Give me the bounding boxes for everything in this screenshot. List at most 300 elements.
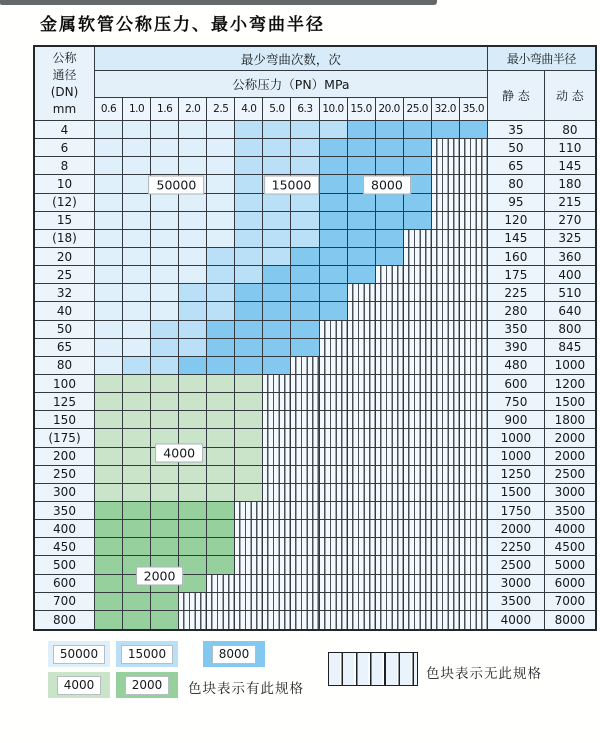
spec-cell <box>179 121 207 139</box>
spec-cell <box>123 302 151 320</box>
spec-cell <box>460 248 488 266</box>
spec-cell <box>235 593 263 611</box>
spec-cell <box>263 157 291 175</box>
spec-cell <box>432 157 460 175</box>
spec-cell <box>123 484 151 502</box>
dn-value: (175) <box>35 429 95 447</box>
spec-cell <box>179 611 207 629</box>
static-radius-value: 280 <box>488 302 545 320</box>
spec-cell <box>320 339 348 357</box>
static-radius-value: 3000 <box>488 575 545 593</box>
spec-cell <box>291 194 319 212</box>
spec-cell <box>320 393 348 411</box>
spec-cell <box>291 448 319 466</box>
dn-value: 15 <box>35 212 95 230</box>
spec-cell <box>95 212 123 230</box>
spec-cell <box>376 266 404 284</box>
static-radius-value: 175 <box>488 266 545 284</box>
spec-cell <box>95 393 123 411</box>
dynamic-radius-value: 80 <box>545 121 595 139</box>
spec-cell <box>432 520 460 538</box>
spec-cell <box>291 502 319 520</box>
spec-cell <box>123 248 151 266</box>
spec-cell <box>460 212 488 230</box>
spec-cell <box>151 375 179 393</box>
spec-cell <box>207 321 235 339</box>
pressure-col-header: 10.0 <box>320 98 348 121</box>
spec-cell <box>95 575 123 593</box>
spec-cell <box>123 194 151 212</box>
spec-cell <box>263 502 291 520</box>
spec-cell <box>291 375 319 393</box>
spec-cell <box>460 175 488 193</box>
spec-cell <box>207 502 235 520</box>
spec-cell <box>235 266 263 284</box>
spec-cell <box>179 593 207 611</box>
spec-cell <box>179 194 207 212</box>
dn-value: 40 <box>35 302 95 320</box>
dynamic-radius-value: 3000 <box>545 484 595 502</box>
spec-cell <box>404 484 432 502</box>
spec-cell <box>151 139 179 157</box>
spec-cell <box>291 212 319 230</box>
spec-cell <box>404 339 432 357</box>
static-radius-value: 750 <box>488 393 545 411</box>
static-radius-value: 3500 <box>488 593 545 611</box>
spec-cell <box>460 593 488 611</box>
spec-cell <box>376 194 404 212</box>
spec-cell <box>432 266 460 284</box>
spec-cell <box>460 429 488 447</box>
spec-cell <box>376 321 404 339</box>
pressure-col-header: 35.0 <box>460 98 488 121</box>
spec-cell <box>404 611 432 629</box>
static-radius-value: 35 <box>488 121 545 139</box>
spec-cell <box>235 611 263 629</box>
dynamic-radius-value: 1200 <box>545 375 595 393</box>
pressure-col-header: 5.0 <box>263 98 291 121</box>
spec-cell <box>348 593 376 611</box>
spec-cell <box>404 302 432 320</box>
spec-cell <box>348 538 376 556</box>
spec-cell <box>207 575 235 593</box>
dn-value: 4 <box>35 121 95 139</box>
spec-cell <box>207 429 235 447</box>
pressure-col-header: 2.5 <box>207 98 235 121</box>
spec-cell <box>179 157 207 175</box>
dynamic-radius-value: 2500 <box>545 466 595 484</box>
spec-cell <box>432 484 460 502</box>
dynamic-radius-value: 180 <box>545 175 595 193</box>
spec-cell <box>179 357 207 375</box>
spec-cell <box>432 502 460 520</box>
dn-value: 50 <box>35 321 95 339</box>
dn-value: 400 <box>35 520 95 538</box>
static-radius-value: 160 <box>488 248 545 266</box>
spec-cell <box>263 611 291 629</box>
spec-cell <box>207 538 235 556</box>
dynamic-radius-value: 7000 <box>545 593 595 611</box>
spec-cell <box>320 538 348 556</box>
spec-cell <box>376 284 404 302</box>
legend-no-spec-label: 色块表示无此规格 <box>426 666 542 682</box>
spec-cell <box>404 502 432 520</box>
spec-cell <box>151 284 179 302</box>
spec-cell <box>348 575 376 593</box>
spec-cell <box>263 575 291 593</box>
spec-cell <box>432 121 460 139</box>
spec-cell <box>291 575 319 593</box>
spec-cell <box>179 375 207 393</box>
spec-cell <box>95 139 123 157</box>
spec-cell <box>235 230 263 248</box>
spec-cell <box>151 248 179 266</box>
spec-cell <box>263 284 291 302</box>
spec-cell <box>151 121 179 139</box>
spec-cell <box>263 194 291 212</box>
spec-cell <box>263 556 291 574</box>
legend-swatch-value: 2000 <box>125 676 170 695</box>
spec-cell <box>123 593 151 611</box>
spec-cell <box>376 393 404 411</box>
pressure-col-header: 0.6 <box>95 98 123 121</box>
spec-cell <box>123 393 151 411</box>
spec-cell <box>348 448 376 466</box>
dynamic-radius-value: 325 <box>545 230 595 248</box>
dn-value: 500 <box>35 556 95 574</box>
spec-cell <box>460 502 488 520</box>
static-radius-value: 2000 <box>488 520 545 538</box>
static-radius-value: 65 <box>488 157 545 175</box>
spec-cell <box>151 538 179 556</box>
spec-cell <box>348 520 376 538</box>
dn-value: 800 <box>35 611 95 629</box>
spec-cell <box>348 375 376 393</box>
legend-swatch-50000 <box>48 641 110 667</box>
spec-cell <box>179 393 207 411</box>
spec-cell <box>263 321 291 339</box>
spec-cell <box>460 139 488 157</box>
scan-edge-artifact <box>0 0 437 5</box>
spec-cell <box>179 284 207 302</box>
spec-cell <box>207 212 235 230</box>
spec-cell <box>320 502 348 520</box>
spec-cell <box>404 411 432 429</box>
spec-cell <box>320 139 348 157</box>
spec-cell <box>263 429 291 447</box>
spec-cell <box>348 266 376 284</box>
spec-cell <box>291 466 319 484</box>
spec-cell <box>320 611 348 629</box>
spec-cell <box>95 466 123 484</box>
spec-cell <box>151 339 179 357</box>
spec-cell <box>95 484 123 502</box>
legend-swatch-value: 4000 <box>57 676 102 695</box>
spec-cell <box>123 466 151 484</box>
spec-cell <box>123 375 151 393</box>
spec-cell <box>376 375 404 393</box>
spec-cell <box>263 520 291 538</box>
spec-cell <box>291 429 319 447</box>
spec-cell <box>235 339 263 357</box>
static-radius-value: 900 <box>488 411 545 429</box>
spec-cell <box>460 284 488 302</box>
dn-value: 700 <box>35 593 95 611</box>
pressure-col-header: 20.0 <box>376 98 404 121</box>
spec-cell <box>235 321 263 339</box>
spec-cell <box>376 448 404 466</box>
spec-cell <box>235 212 263 230</box>
spec-cell <box>404 194 432 212</box>
dynamic-radius-value: 215 <box>545 194 595 212</box>
spec-cell <box>179 484 207 502</box>
static-radius-value: 1000 <box>488 448 545 466</box>
spec-cell <box>179 502 207 520</box>
spec-cell <box>207 284 235 302</box>
spec-cell <box>348 502 376 520</box>
spec-cell <box>376 484 404 502</box>
spec-cell <box>348 194 376 212</box>
spec-cell <box>95 284 123 302</box>
spec-cell <box>123 175 151 193</box>
spec-cell <box>432 248 460 266</box>
spec-cell <box>320 194 348 212</box>
spec-cell <box>320 429 348 447</box>
pressure-col-header: 4.0 <box>235 98 263 121</box>
spec-cell <box>460 538 488 556</box>
dn-value: 250 <box>35 466 95 484</box>
dn-header-line: (DN) <box>50 84 79 99</box>
spec-cell <box>207 194 235 212</box>
spec-cell <box>151 502 179 520</box>
spec-cell <box>235 538 263 556</box>
spec-cell <box>404 139 432 157</box>
spec-cell <box>320 175 348 193</box>
pressure-header: 公称压力（PN）MPa <box>95 71 488 98</box>
spec-cell <box>376 157 404 175</box>
legend-swatch-4000 <box>48 672 110 698</box>
spec-cell <box>95 357 123 375</box>
dn-header-line: 通径 <box>52 67 77 82</box>
spec-cell <box>376 357 404 375</box>
spec-cell <box>404 593 432 611</box>
spec-cell <box>291 139 319 157</box>
spec-cell <box>376 556 404 574</box>
spec-cell <box>95 429 123 447</box>
region-label-8000: 8000 <box>363 175 411 194</box>
spec-cell <box>404 429 432 447</box>
dn-value: 65 <box>35 339 95 357</box>
legend-swatch-8000 <box>203 641 265 667</box>
spec-cell <box>151 230 179 248</box>
spec-cell <box>235 484 263 502</box>
spec-cell <box>207 393 235 411</box>
spec-cell <box>235 466 263 484</box>
spec-cell <box>207 248 235 266</box>
dn-value: 125 <box>35 393 95 411</box>
dynamic-radius-value: 6000 <box>545 575 595 593</box>
dynamic-radius-value: 5000 <box>545 556 595 574</box>
spec-cell <box>95 266 123 284</box>
spec-cell <box>291 611 319 629</box>
spec-cell <box>235 139 263 157</box>
spec-cell <box>291 484 319 502</box>
spec-cell <box>460 357 488 375</box>
dynamic-radius-value: 145 <box>545 157 595 175</box>
spec-cell <box>207 375 235 393</box>
spec-cell <box>376 466 404 484</box>
spec-cell <box>320 411 348 429</box>
spec-cell <box>376 502 404 520</box>
dn-value: 10 <box>35 175 95 193</box>
dynamic-radius-value: 400 <box>545 266 595 284</box>
spec-cell <box>348 339 376 357</box>
spec-cell <box>404 556 432 574</box>
spec-cell <box>179 139 207 157</box>
spec-cell <box>179 248 207 266</box>
pressure-col-header: 1.6 <box>151 98 179 121</box>
spec-cell <box>151 466 179 484</box>
spec-cell <box>263 212 291 230</box>
spec-cell <box>207 411 235 429</box>
dn-value: 100 <box>35 375 95 393</box>
spec-cell <box>376 611 404 629</box>
spec-cell <box>263 357 291 375</box>
dn-value: 80 <box>35 357 95 375</box>
spec-cell <box>376 538 404 556</box>
spec-cell <box>432 575 460 593</box>
spec-cell <box>320 575 348 593</box>
spec-cell <box>207 339 235 357</box>
dynamic-radius-value: 270 <box>545 212 595 230</box>
dynamic-radius-value: 2000 <box>545 448 595 466</box>
dn-value: 600 <box>35 575 95 593</box>
spec-cell <box>263 139 291 157</box>
spec-cell <box>320 375 348 393</box>
spec-cell <box>291 266 319 284</box>
spec-cell <box>123 411 151 429</box>
region-label-50000: 50000 <box>149 175 205 194</box>
spec-cell <box>348 611 376 629</box>
spec-cell <box>207 556 235 574</box>
spec-cell <box>432 339 460 357</box>
spec-cell <box>95 611 123 629</box>
spec-cell <box>207 448 235 466</box>
spec-cell <box>320 520 348 538</box>
spec-cell <box>432 302 460 320</box>
spec-cell <box>348 157 376 175</box>
spec-cell <box>235 556 263 574</box>
static-radius-value: 4000 <box>488 611 545 629</box>
dn-value: 200 <box>35 448 95 466</box>
spec-cell <box>376 520 404 538</box>
spec-cell <box>123 429 151 447</box>
dynamic-radius-value: 3500 <box>545 502 595 520</box>
spec-cell <box>432 411 460 429</box>
spec-cell <box>291 321 319 339</box>
spec-cell <box>432 593 460 611</box>
spec-cell <box>235 284 263 302</box>
spec-cell <box>291 284 319 302</box>
spec-cell <box>320 593 348 611</box>
spec-cell <box>207 175 235 193</box>
spec-cell <box>263 375 291 393</box>
spec-cell <box>460 121 488 139</box>
spec-cell <box>235 429 263 447</box>
spec-cell <box>432 321 460 339</box>
spec-cell <box>95 520 123 538</box>
dn-value: 450 <box>35 538 95 556</box>
page-title: 金属软管公称压力、最小弯曲半径 <box>40 15 325 35</box>
dn-value: 6 <box>35 139 95 157</box>
dynamic-radius-value: 640 <box>545 302 595 320</box>
spec-cell <box>207 484 235 502</box>
spec-cell <box>320 556 348 574</box>
spec-cell <box>95 194 123 212</box>
spec-cell <box>179 538 207 556</box>
spec-cell <box>95 339 123 357</box>
region-label-15000: 15000 <box>264 175 320 194</box>
dynamic-radius-value: 1800 <box>545 411 595 429</box>
spec-cell <box>95 248 123 266</box>
spec-cell <box>95 175 123 193</box>
spec-cell <box>263 121 291 139</box>
spec-cell <box>123 139 151 157</box>
spec-cell <box>432 429 460 447</box>
spec-cell <box>404 520 432 538</box>
spec-cell <box>235 357 263 375</box>
spec-cell <box>460 321 488 339</box>
spec-cell <box>179 212 207 230</box>
spec-cell <box>123 212 151 230</box>
spec-cell <box>404 448 432 466</box>
spec-cell <box>263 248 291 266</box>
spec-cell <box>123 157 151 175</box>
static-radius-value: 1750 <box>488 502 545 520</box>
spec-cell <box>460 411 488 429</box>
spec-cell <box>404 357 432 375</box>
spec-cell <box>207 157 235 175</box>
spec-cell <box>123 502 151 520</box>
static-radius-value: 480 <box>488 357 545 375</box>
static-radius-value: 600 <box>488 375 545 393</box>
spec-cell <box>95 375 123 393</box>
spec-cell <box>235 157 263 175</box>
spec-cell <box>432 175 460 193</box>
spec-cell <box>320 121 348 139</box>
spec-cell <box>460 339 488 357</box>
dn-value: 350 <box>35 502 95 520</box>
dn-value: 25 <box>35 266 95 284</box>
spec-cell <box>291 248 319 266</box>
spec-cell <box>320 448 348 466</box>
spec-cell <box>263 411 291 429</box>
spec-cell <box>123 357 151 375</box>
spec-cell <box>320 357 348 375</box>
static-radius-value: 50 <box>488 139 545 157</box>
spec-cell <box>235 248 263 266</box>
dynamic-radius-value: 510 <box>545 284 595 302</box>
dn-value: 150 <box>35 411 95 429</box>
spec-cell <box>348 139 376 157</box>
legend-swatch-value: 15000 <box>121 645 173 664</box>
spec-cell <box>291 339 319 357</box>
spec-cell <box>320 302 348 320</box>
spec-cell <box>460 375 488 393</box>
spec-cell <box>123 520 151 538</box>
dn-value: 8 <box>35 157 95 175</box>
spec-cell <box>348 321 376 339</box>
